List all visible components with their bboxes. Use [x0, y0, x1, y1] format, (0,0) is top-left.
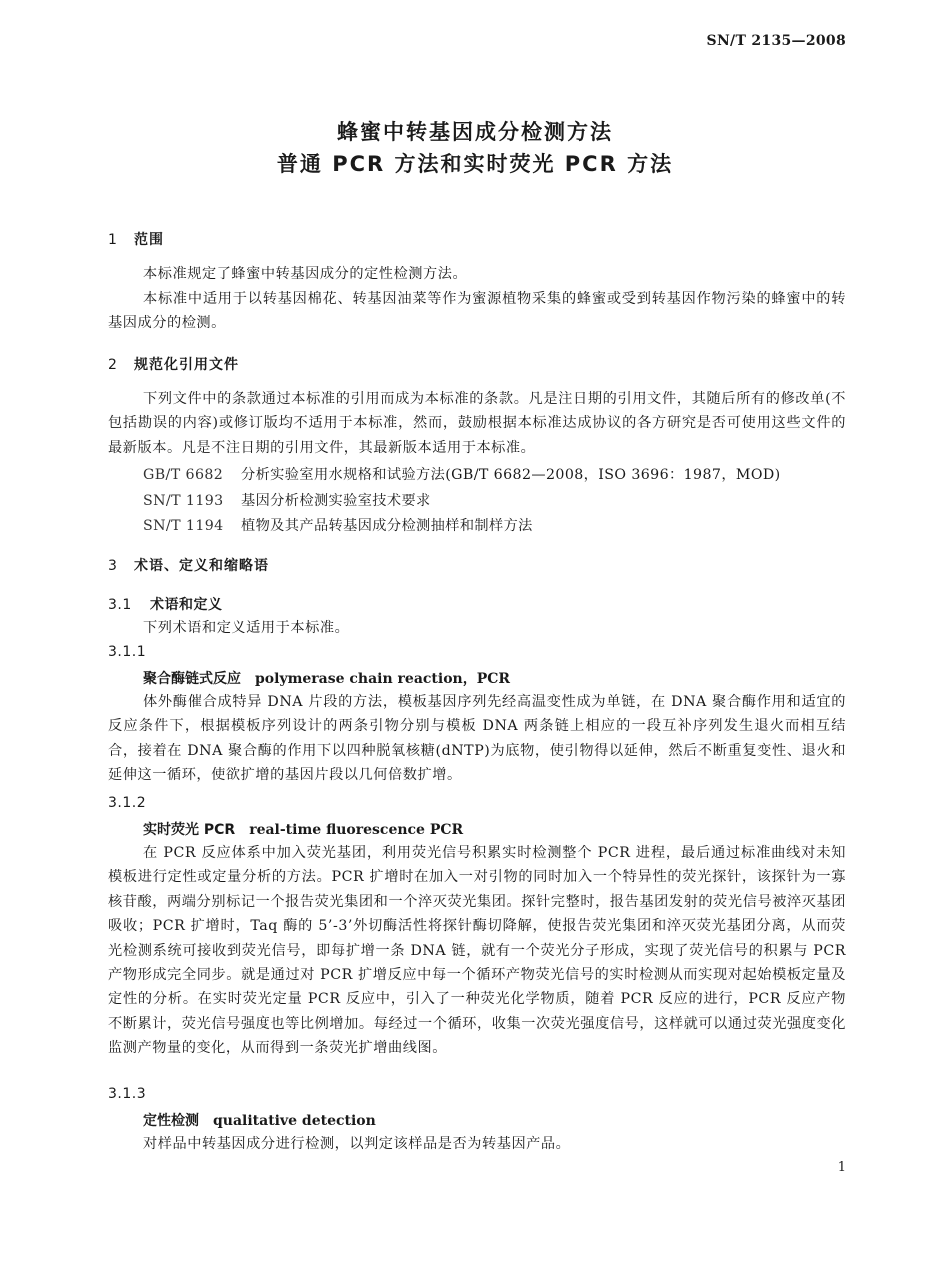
term-definition: 在 PCR 反应体系中加入荧光基团，利用荧光信号积累实时检测整个 PCR 进程，最后通过标准曲线对未知模板进行定性或定量分析的方法。PCR 扩增时在加入一对引物的同时加入一个特异性的荧光探针，该探针为一寡核苷酸，两端分别标记一个报告荧光集团和一个淬灭荧光集团。探针完整时，报告基团发射的荧光信号被淬灭基团吸收；PCR 扩增时，Taq 酶的 5’-3’外切酶活性将探针酶切降解，使报告荧光集团和淬灭荧光基团分离，从而荧光检测系统可接收到荧光信号，即每扩增一条 DNA 链，就有一个荧光分子形成，实现了荧光信号的积累与 PCR 产物形成完全同步。就是通过对 PCR 扩增反应中每一个循环产物荧光信号的实时检测从而实现对起始模板定量及定性的分析。在实时荧光定量 PCR 反应中，引入了一种荧光化学物质，随着 PCR 反应的进行，PCR 反应产物不断累计，荧光信号强度也等比例增加。每经过一个循环，收集一次荧光强度信号，这样就可以通过荧光强度变化监测产物量的变化，从而得到一条荧光扩增曲线图。 — [108, 845, 846, 1057]
reference-title: 基因分析检测实验室技术要求 — [241, 493, 431, 509]
section-title: 术语、定义和缩略语 — [134, 558, 269, 574]
term-english: qualitative detection — [213, 1113, 376, 1129]
section-title: 规范化引用文件 — [134, 357, 239, 373]
term-english: real-time fluorescence PCR — [249, 822, 464, 838]
term-number: 3.1.2 — [108, 795, 147, 811]
term-heading — [143, 1110, 376, 1130]
term-definition: 对样品中转基因成分进行检测，以判定该样品是否为转基因产品。 — [143, 1136, 571, 1152]
standard-code: SN/T 2135—2008 — [706, 33, 846, 49]
section-number: 3 — [108, 558, 118, 574]
section-title: 范围 — [134, 232, 164, 248]
subsection-3-1-para: 下列术语和定义适用于本标准。 — [143, 620, 350, 636]
reference-title: 植物及其产品转基因成分检测抽样和制样方法 — [241, 518, 533, 534]
reference-code: SN/T 1194 — [143, 518, 224, 534]
document-title-line1: 蜂蜜中转基因成分检测方法 — [337, 120, 613, 144]
term-definition: 体外酶催合成特异 DNA 片段的方法，模板基因序列先经高温变性成为单链，在 DNA 聚合酶作用和适宜的反应条件下，根据模板序列设计的两条引物分别与模板 DNA 两条链上相应的一段互补序列发生退火而相互结合，接着在 DNA 聚合酶的作用下以四种脱氧核糖(dNTP)为底物，使引物得以延伸，然后不断重复变性、退火和延伸这一循环，使欲扩增的基因片段以几何倍数扩增。 — [108, 694, 846, 784]
term-heading — [143, 819, 463, 839]
subsection-3-1-heading — [108, 594, 223, 614]
term-chinese: 实时荧光 PCR — [143, 822, 236, 838]
section-2-para: 下列文件中的条款通过本标准的引用而成为本标准的条款。凡是注日期的引用文件，其随后所有的修改单(不包括勘误的内容)或修订版均不适用于本标准，然而，鼓励根据本标准达成协议的各方研究是否可使用这些文件的最新版本。凡是不注日期的引用文件，其最新版本适用于本标准。 — [108, 391, 846, 456]
term-heading — [143, 668, 510, 688]
section-1-para-1: 本标准规定了蜂蜜中转基因成分的定性检测方法。 — [143, 266, 468, 282]
subsection-number: 3.1 — [108, 597, 132, 613]
term-chinese: 聚合酶链式反应 — [143, 671, 241, 687]
section-1-heading — [108, 229, 164, 249]
term-number: 3.1.1 — [108, 644, 147, 660]
section-number: 1 — [108, 232, 118, 248]
reference-item — [143, 464, 781, 484]
reference-item — [143, 515, 533, 535]
reference-code: SN/T 1193 — [143, 493, 224, 509]
term-english: polymerase chain reaction，PCR — [255, 671, 511, 687]
section-number: 2 — [108, 357, 118, 373]
reference-code: GB/T 6682 — [143, 467, 224, 483]
reference-title: 分析实验室用水规格和试验方法(GB/T 6682—2008，ISO 3696：1987，MOD) — [241, 467, 781, 483]
section-1-para-2: 本标准中适用于以转基因棉花、转基因油菜等作为蜜源植物采集的蜂蜜或受到转基因作物污染的蜂蜜中的转基因成分的检测。 — [108, 291, 846, 332]
section-3-heading — [108, 555, 269, 575]
term-number: 3.1.3 — [108, 1086, 147, 1102]
term-chinese: 定性检测 — [143, 1113, 199, 1129]
subsection-title: 术语和定义 — [150, 597, 223, 613]
page-number: 1 — [837, 1160, 846, 1175]
section-2-heading — [108, 354, 239, 374]
reference-item — [143, 490, 431, 510]
document-title-line2: 普通 PCR 方法和实时荧光 PCR 方法 — [276, 152, 674, 176]
